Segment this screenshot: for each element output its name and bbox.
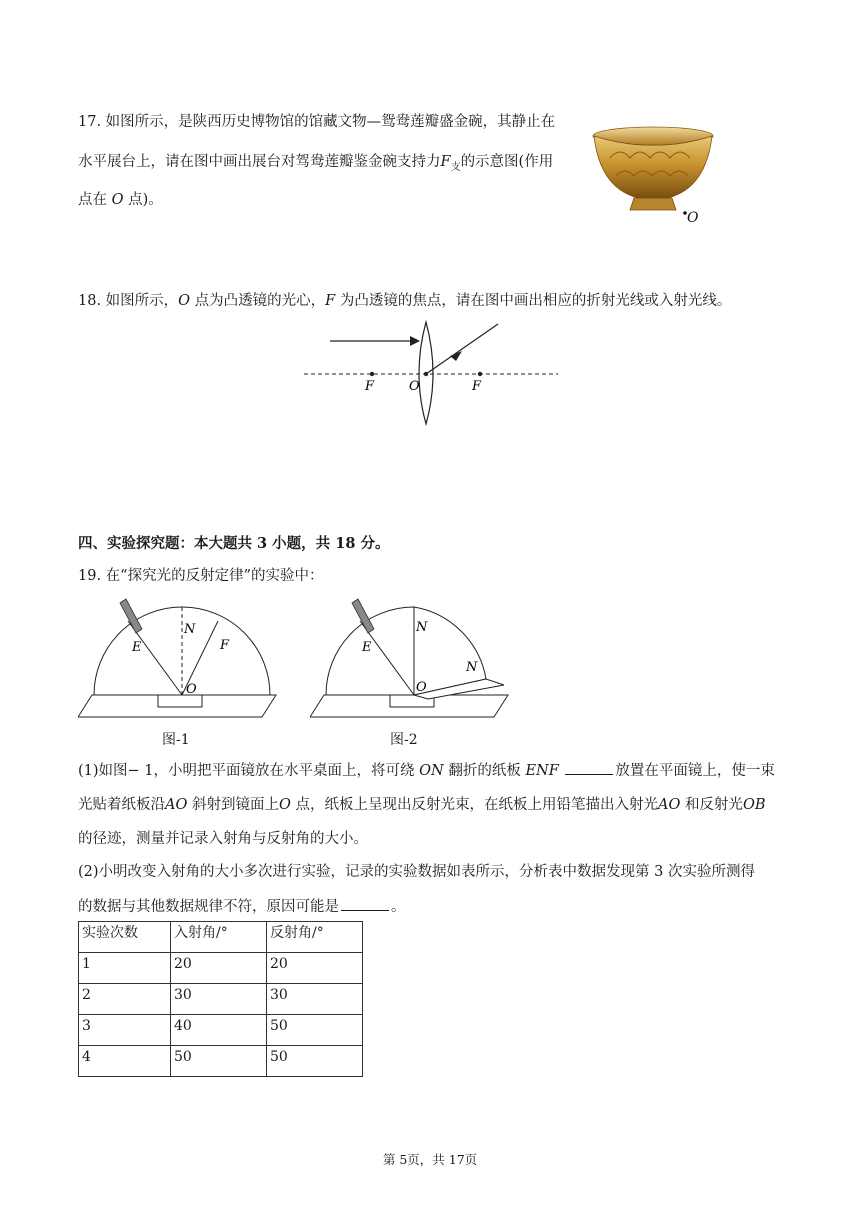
page-footer: 第 5页，共 17页 xyxy=(382,1152,478,1167)
q19-p1-b: 翻折的纸板 xyxy=(448,763,521,779)
q19-p2-text: 的数据与其他数据规律不符，原因可能是 xyxy=(78,899,339,915)
fig2-caption: 图-2 xyxy=(390,732,418,748)
q19-p1-line1 xyxy=(78,760,775,781)
bowl-point-label: O xyxy=(687,210,699,226)
section-heading: 四、实验探究题：本大题共 3 小题，共 18 分。 xyxy=(78,535,390,552)
experiment-data-table xyxy=(78,921,363,1077)
force-symbol: F xyxy=(440,154,451,170)
table-cell: 50 xyxy=(267,1046,363,1077)
q17-line2-post: 的示意图(作用 xyxy=(460,154,554,170)
q19-ob: OB xyxy=(742,797,766,813)
q17-line3 xyxy=(78,190,163,210)
q19-p2-end: 。 xyxy=(391,899,406,915)
q19-ao2: AO xyxy=(657,797,681,813)
answer-blank-2[interactable] xyxy=(341,896,389,911)
q19-o: O xyxy=(278,797,291,813)
table-row xyxy=(79,1046,363,1077)
q18-pre: 18. 如图所示， xyxy=(78,293,179,309)
fig1-label-n: N xyxy=(184,622,196,637)
q18-mid2: 为凸透镜的焦点，请在图中画出相应的折射光线或入射光线。 xyxy=(339,293,732,309)
q19-p1-line3: 的径迹，测量并记录入射角与反射角的大小。 xyxy=(78,831,368,847)
golden-bowl-image xyxy=(590,118,720,228)
table-row xyxy=(79,953,363,984)
point-o: O xyxy=(111,192,124,208)
table-cell: 2 xyxy=(79,984,171,1015)
fig2-label-o: O xyxy=(416,680,427,695)
table-cell: 50 xyxy=(171,1046,267,1077)
answer-blank-1[interactable] xyxy=(565,760,613,775)
fig1-label-f: F xyxy=(220,638,230,653)
q19-enf: ENF xyxy=(525,763,559,779)
table-header-cell: 入射角/° xyxy=(171,922,267,953)
table-cell: 30 xyxy=(171,984,267,1015)
force-subscript: 支 xyxy=(450,161,461,173)
table-header-row xyxy=(79,922,363,953)
table-cell: 50 xyxy=(267,1015,363,1046)
table-cell: 20 xyxy=(171,953,267,984)
table-cell: 40 xyxy=(171,1015,267,1046)
lens-label-f-right: F xyxy=(472,379,482,394)
table-cell: 20 xyxy=(267,953,363,984)
q17-line3-pre: 点在 xyxy=(78,192,107,208)
q19-p1-line2 xyxy=(78,795,765,815)
convex-lens-diagram xyxy=(300,318,562,428)
lens-label-f-left: F xyxy=(365,379,375,394)
table-cell: 30 xyxy=(267,984,363,1015)
q19-p1-c: 放置在平面镜上，使一束 xyxy=(615,763,775,779)
q19-p1-line2-c: 点，纸板上呈现出反射光束，在纸板上用铅笔描出入射光 xyxy=(295,797,658,813)
q17-line2-pre: 水平展台上，请在图中画出展台对驾鸯莲瓣鉴金碗支持力 xyxy=(78,154,441,170)
q17-line1: 17. 如图所示，是陕西历史博物馆的馆藏文物—鸳鸯莲瓣盛金碗，其静止在 xyxy=(78,114,556,130)
q19-ao: AO xyxy=(165,797,188,813)
q19-p2-line1: (2)小明改变入射角的大小多次进行实验，记录的实验数据如表所示，分析表中数据发现第 3 次实验所测得 xyxy=(78,864,755,880)
fig2-label-n: N xyxy=(416,620,428,635)
reflection-figure-1 xyxy=(78,595,278,725)
q18-o: O xyxy=(178,293,191,309)
lens-label-o: O xyxy=(409,379,420,394)
table-header-cell: 实验次数 xyxy=(79,922,171,953)
reflection-figure-2 xyxy=(310,595,510,725)
q17-line2 xyxy=(78,152,553,178)
table-row xyxy=(79,984,363,1015)
q18-mid1: 点为凸透镜的光心， xyxy=(194,293,326,309)
fig2-label-e: E xyxy=(362,640,372,655)
table-cell: 3 xyxy=(79,1015,171,1046)
q19-p1-line2-d: 和反射光 xyxy=(684,797,743,813)
q19-intro: 19. 在“探究光的反射定律”的实验中： xyxy=(78,568,324,584)
table-cell: 4 xyxy=(79,1046,171,1077)
q19-p1-line2-a: 光贴着纸板沿 xyxy=(78,797,165,813)
fig2-label-n2: N xyxy=(466,660,478,675)
q19-p2-line2 xyxy=(78,896,406,917)
table-header-cell: 反射角/° xyxy=(267,922,363,953)
table-row xyxy=(79,1015,363,1046)
q19-on: ON xyxy=(419,763,444,779)
q19-p1-a: (1)如图− 1，小明把平面镜放在水平桌面上，将可绕 xyxy=(78,763,415,779)
fig1-caption: 图-1 xyxy=(162,732,190,748)
fig1-label-o: O xyxy=(186,682,197,697)
q19-p1-line2-b: 斜射到镜面上 xyxy=(191,797,279,813)
table-cell: 1 xyxy=(79,953,171,984)
q18-line xyxy=(78,291,731,311)
fig1-label-e: E xyxy=(132,640,142,655)
q18-f: F xyxy=(325,293,336,309)
q17-line3-post: 点)。 xyxy=(128,192,163,208)
